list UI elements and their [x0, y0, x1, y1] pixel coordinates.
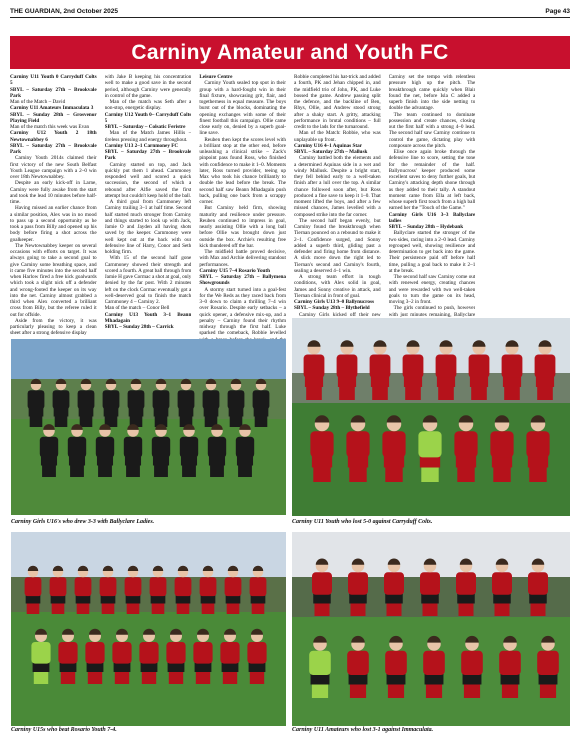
- photo-u11-amateurs: [292, 532, 570, 726]
- article-paragraph: The second half saw Carniny come out with renewed energy, creating chances and were rewarded with two well-taken goals to turn the game on its head, moving 3–2 in front.: [388, 274, 476, 305]
- match-heading: SBYL – Saturday 27th – Brookvale Park: [104, 149, 192, 162]
- team-photo-u15: [11, 532, 286, 726]
- article-paragraph: with Jake B keeping his concentration well to make a good save in the second period, although Carniny were generally in control of the game.: [104, 74, 192, 99]
- masthead-rule: [10, 17, 570, 18]
- match-heading: SBYL – Sunday 28th – Carrick: [104, 324, 174, 330]
- caption-u11-amateurs: Carniny U11 Amateurs who lost 3-1 against Immaculata.: [292, 727, 434, 733]
- match-heading: Carniny U12 Youth 0– Carryduff Colts 5: [104, 111, 192, 124]
- photo-girls-u16: [11, 339, 286, 515]
- article-paragraph: Man of the Match: Robbie, who was unplayable up front.: [293, 130, 381, 143]
- match-heading: Leisure Centre: [199, 74, 233, 80]
- article-paragraph: Carniny Youth 2014s claimed their first victory of the new South Belfast Youth League campaign with a 2–0 win over 18th Newtownabbey.: [10, 155, 97, 180]
- match-heading: Carniny U13 Youth 3–1 Beann Mhadagain: [104, 311, 192, 324]
- article-paragraph: Man of the match – Conor Bell: [104, 305, 170, 312]
- article-paragraph: Having missed an earlier chance from a similar position, Alex was in no mood to pass up a second opportunity as he took a pass from Billy and opened up his body before firing a shot across the goalkeeper.: [10, 205, 97, 243]
- article-paragraph: Aside from the victory, it was particularly pleasing to keep a clean sheet after a strong defensive display: [10, 317, 97, 337]
- article-paragraph: A third goal from Carnmoney left Carniny trailing 3–1 at half time. Second half started much stronger from Carniny and things started to look up with Jack, Jamie O and Jayden all having shots saved by the keeper. Carnmoney were well kept out at the back with our defensive line of Harry, Conor and Seth holding firm.: [104, 199, 192, 255]
- team-photo-u11-youth: [292, 318, 570, 516]
- article-paragraph: The girls continued to push, however with just minutes remaining, Ballyclare: [388, 305, 476, 318]
- article-paragraph: The team continued to dominate possession and create chances, closing out the first half with a strong 4–0 lead. The second half saw Carniny continue to control the game, dictating play with composure across the pitch.: [388, 111, 476, 149]
- team-photo-u11-amateurs: [292, 532, 570, 726]
- caption-u15: Carniny U15s who beat Rosario Youth 7-4.: [11, 727, 117, 733]
- match-heading: SBYL – Sunday 28th – Hydebank: [388, 224, 464, 230]
- article-paragraph: Carniny started on top, and Jack quickly put them 1 ahead. Carnmoney responded well and scored a quick succession, the second of which a rebound after Alfie saved the first attempt but couldn't keep hold of the ball.: [104, 161, 192, 199]
- caption-u11-youth: Carniny U11 Youth who lost 5-0 against Carryduff Colts.: [292, 519, 433, 525]
- article-paragraph: Man of the Match – David: [10, 99, 66, 105]
- match-heading: Carniny U11 Amateurs Immaculata 3: [10, 105, 94, 112]
- article-paragraph: Carniny Girls kicked off their new: [298, 311, 381, 318]
- article-paragraph: Man of the match this week was Evan: [10, 124, 90, 130]
- photo-u15: [11, 532, 286, 726]
- match-heading: SBYL – Saturday 27th – Mallusk: [293, 149, 368, 155]
- masthead: [10, 4, 570, 18]
- article-paragraph: Man of the Match James Hillis – tireless pressing and energy throughout.: [104, 130, 192, 143]
- article-paragraph: But Carniny held firm, showing maturity and resilience under pressure. Reuben continued to impress in goal, nearly assisting Ollie with a long ball before Ollie was brought down just outside the box. Archie's resulting free kick thundered off the bar.: [199, 205, 286, 249]
- masthead-page-number: Page 43: [545, 7, 570, 15]
- team-photo-girls: [11, 339, 286, 515]
- match-heading: SBYL – Saturday – Colsatic Feristre: [104, 124, 186, 130]
- caption-girls-u16: Carniny Girls U16's who drew 3-3 with Ballyclare Ladies.: [11, 519, 155, 525]
- article-paragraph: Carniny set the tempo with relentless pressure high up the pitch. The breakthrough came quickly when Blair found the net, before Isla C added a superb finish into the side netting to double the advantage.: [388, 74, 476, 112]
- match-heading: SBYL – Saturday 27th – Ballymena Showgrounds: [199, 274, 286, 287]
- article-paragraph: Reuben then kept the scores level with a brilliant stop at the other end, before unleashing a clinical strike – Zack's pinpoint pass found Ross, who finished with confidence to make it 1–0. Moments later, Ross turned provider, teeing up Max who took his chance brilliantly to double the lead before the break. The second half saw Beann Mhadagain push back, pulling one back from a scrappy corner.: [199, 136, 286, 205]
- article-paragraph: Elise once again broke through the defensive line to score, setting the tone for the remainder of the half. Ballynucross' keeper produced some excellent saves to deny further goals, but Carniny's attacking depth shone through as they added to their tally. A standout moment came from Ella at left back, whose superb first touch from a high ball earned her the "Touch of the Game.": [388, 149, 476, 212]
- match-heading: SBYL – Sunday 28th – Blythefield: [293, 305, 370, 312]
- article-paragraph: Despite an early kick-off in Larne, Carniny were fully awake from the start and took the lead 10 minutes before half-time.: [10, 180, 97, 205]
- article-paragraph: The second half began evenly, but Carniny found the breakthrough when Tiernan pounced on a rebound to make it 2–1. Confidence surged, and Sonny added a superb third, gliding past a defender and firing home from distance. A slick move down the right led to Tiernan's second and Carniny's fourth, sealing a deserved 4–1 win.: [293, 217, 381, 274]
- article-paragraph: The midfield battle proved decisive, with Max and Archie delivering standout performances.: [199, 249, 286, 268]
- match-heading: SBYL – Saturday 27th – Brookvale Park: [10, 86, 97, 99]
- section-banner: [10, 36, 570, 69]
- match-heading: Carniny U13 2–1 Carnmoney FC: [104, 142, 179, 149]
- match-heading: Carniny U11 Youth 0 Carryduff Colts 5: [10, 74, 97, 87]
- match-heading: Carniny U16 4–1 Aquinas Star: [293, 142, 363, 149]
- article-paragraph: Carniny Youth sealed top spot in their group with a hard-fought win in their final fixture, showcasing grit, flair, and togetherness in equal measure. The boys burst out of the blocks, dominating the opening exchanges with some of their finest football this campaign. Ollie came close early on, denied by a superb goal-line save.: [199, 80, 286, 137]
- masthead-publication: THE GUARDIAN, 2nd October 2025: [10, 7, 118, 15]
- article-paragraph: Robbie completed his hat-trick and added a fourth, PK and Jehan chipped in, and the midfield trio of John, PK, and Luke bossed the game. Andrew passing split the defence, and the backline of Ben, Rhys, Ollie, and Andrew stood strong after a shaky start. A gritty, attacking performance in brutal conditions – full credit to the lads for the turnaround.: [293, 74, 381, 130]
- article-paragraph: A stormy start turned into a goal-fest for the We Reds as they raced back from 3–0 down to claim a thrilling 7–4 win over Rosario. Despite early setbacks – a quick opener, a defensive mix-up, and a penalty – Carniny found their rhythm midway through the first half. Luke sparked the comeback, Robbie levelled: [199, 286, 286, 337]
- article-paragraph: Carniny battled both the elements and a determined Aquinas side in a wet and windy Mallusk. Despite a bright start, they fell behind early to a well-taken finish after a lull over the top. A similar chance followed soon after, but Ross produced a fine save to keep it 1–0. That moment lifted the boys, and after a few missed chances, James levelled with a composed strike into the far corner.: [293, 155, 381, 218]
- match-heading: SBYL – Saturday 27th – Brookvale Park: [10, 142, 97, 155]
- photo-u11-youth: [292, 318, 570, 516]
- match-heading: Carniny U12 Youth 2 18th Newtownabbey 6: [10, 130, 97, 143]
- match-heading: Carniny Girls U16 3–3 Ballyclare ladies: [388, 211, 476, 224]
- article-paragraph: The Newtownabbey keeper on several occasions with efforts on target. It was always going to take a second goal to give Carniny some breathing space, and it came five minutes into the second half when Harlow fired a free kick goalwards which took a slight nick off a defender and wrong-footed the keeper on its way into the net. Carniny almost grabbed a third when Alex converted a brilliant cross from Billy, but the referee ruled it out for offside.: [10, 242, 97, 318]
- section-title: Carniny Amateur and Youth FC: [131, 40, 449, 64]
- match-heading: SBYL – Sunday 28th – Grosvenor Playing Field: [10, 111, 97, 124]
- article-paragraph: With 15 of the second half gone Carnmoney showed their strength and scored a fourth. A great ball through from Jamie H gave Cormac a shot at goal, only denied by the far post. With 2 minutes left on the clock Cormac eventually got a well-deserved goal to finish the match Carnmoney 4 – Carniny 2.: [104, 255, 192, 305]
- match-heading: Carniny Girls U13 9–0 Ballynucross: [293, 299, 375, 305]
- match-heading: Carniny U15 7–4 Rosario Youth: [199, 267, 271, 274]
- article-paragraph: Ballyclare started the stronger of the two sides, racing into a 2–0 lead. Carniny regrouped well, showing resilience and determination to get back into the game. Their persistence paid off before half time, pulling a goal back to make it 2–1 at the break.: [388, 230, 476, 274]
- article-paragraph: Man of the match was Seth after a non-stop, energetic display.: [104, 99, 192, 112]
- article-paragraph: A strong team effort in tough conditions, with Alex solid in goal, James and Sonny creative in attack, and Tiernan clinical in front of goal.: [293, 274, 381, 299]
